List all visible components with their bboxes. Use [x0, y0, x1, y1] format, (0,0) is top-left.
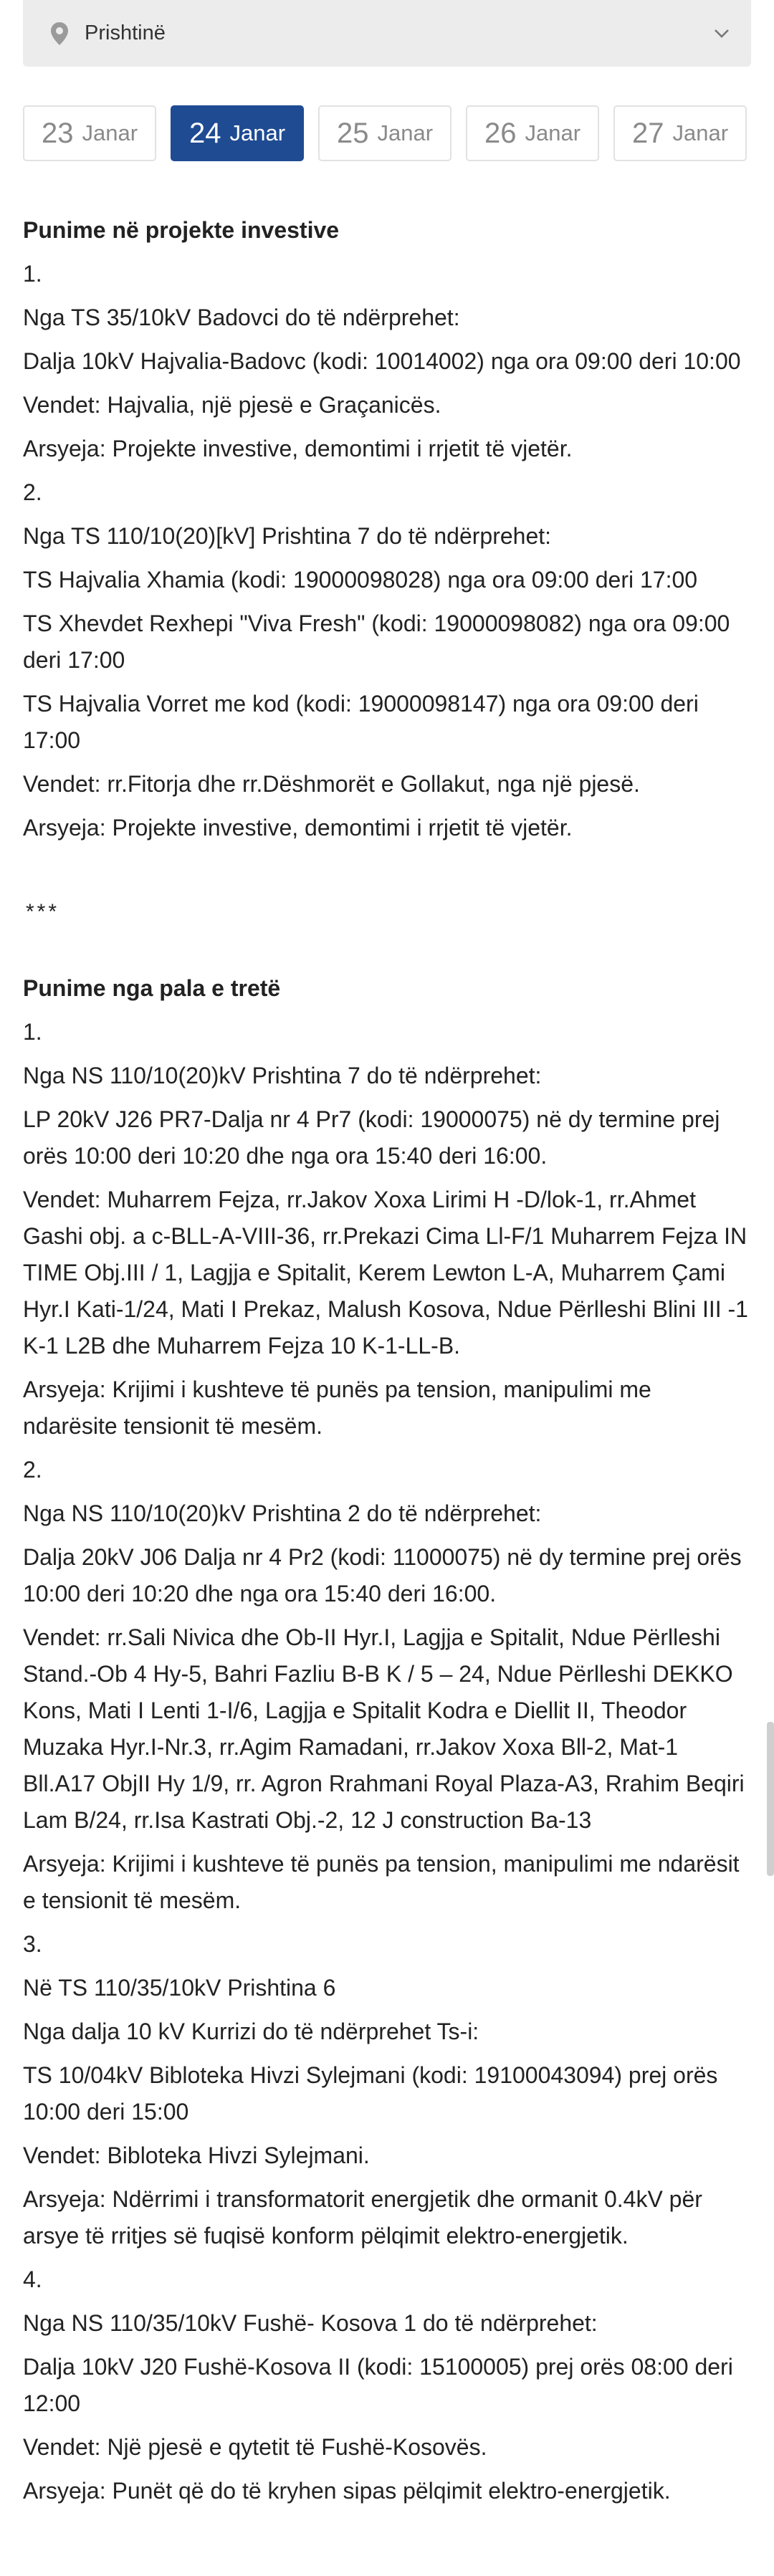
date-tab[interactable] — [171, 105, 304, 161]
item-line: Dalja 10kV Hajvalia-Badovc (kodi: 10014002) nga ora 09:00 deri 10:00 — [23, 348, 741, 374]
date-tab[interactable] — [318, 105, 452, 161]
item-line: Nga NS 110/10(20)kV Prishtina 2 do të ndërprehet: — [23, 1500, 542, 1526]
item-line: Arsyeja: Ndërrimi i transformatorit energjetik dhe ormanit 0.4kV për arsye të rritjes së fuqisë konform pëlqimit elektro-energjetik. — [23, 2186, 702, 2249]
item-line: TS Hajvalia Xhamia (kodi: 19000098028) nga ora 09:00 deri 17:00 — [23, 567, 698, 593]
item-line: Arsyeja: Krijimi i kushteve të punës pa tension, manipulimi me ndarësit e tensionit të mesëm. — [23, 1851, 740, 1913]
item-number: 2. — [23, 479, 42, 505]
item-line: Arsyeja: Projekte investive, demontimi i rrjetit të vjetër. — [23, 436, 573, 461]
date-tab-month: Janar — [377, 120, 434, 145]
date-tab-day: 27 — [631, 117, 664, 149]
item-line: Vendet: rr.Fitorja dhe rr.Dëshmorët e Gollakut, nga një pjesë. — [23, 771, 640, 797]
date-tab[interactable] — [23, 105, 156, 161]
item-line: LP 20kV J26 PR7-Dalja nr 4 Pr7 (kodi: 19000075) në dy termine prej orës 10:00 deri 10:20 dhe nga ora 15:40 deri 16:00. — [23, 1106, 720, 1169]
spacer — [23, 930, 751, 970]
item-line: Arsyeja: Projekte investive, demontimi i rrjetit të vjetër. — [23, 815, 573, 841]
date-tab-month: Janar — [525, 120, 581, 145]
item-line: Vendet: Bibloteka Hivzi Sylejmani. — [23, 2142, 370, 2168]
item-number: 1. — [23, 261, 42, 287]
item-line: Vendet: rr.Sali Nivica dhe Ob-II Hyr.I, Lagjja e Spitalit, Ndue Përlleshi Stand.-Ob 4 Hy-5, Bahri Fazliu B-B K / 5 – 24, Ndue Përlleshi DEKKO Kons, Mati I Lenti 1-I/6, Lagjja e Spitalit Kodra e Diellit II, Theodor Muzaka Hyr.I-Nr.3, rr.Agim Ramadani, rr.Jakov Xoxa Bll-2, Mat-1 Bll.A17 ObjII Hy 1/9, rr. Agron Rrahmani Royal Plaza-A3, Rrahim Beqiri Lam B/24, rr.Isa Kastrati Obj.-2, 12 J construction Ba-13 — [23, 1624, 745, 1833]
item-number: 2. — [23, 1457, 42, 1483]
date-tab-month: Janar — [82, 120, 138, 145]
item-line: Arsyeja: Krijimi i kushteve të punës pa tension, manipulimi me ndarësite tensionit të mesëm. — [23, 1376, 651, 1439]
date-tab-day: 23 — [41, 117, 74, 149]
date-tab-day: 25 — [336, 117, 369, 149]
outage-content — [23, 212, 751, 2517]
item-line: Nga TS 110/10(20)[kV] Prishtina 7 do të ndërprehet: — [23, 523, 552, 549]
date-tabs — [23, 105, 747, 161]
date-tab-day: 24 — [188, 117, 221, 149]
section-separator: *** — [26, 900, 60, 924]
item-line: Dalja 10kV J20 Fushë-Kosova II (kodi: 15100005) prej orës 08:00 deri 12:00 — [23, 2354, 733, 2416]
item-line: Në TS 110/35/10kV Prishtina 6 — [23, 1975, 336, 2001]
date-tab-day: 26 — [484, 117, 517, 149]
date-tab[interactable] — [466, 105, 599, 161]
section-heading: Punime nga pala e tretë — [23, 975, 281, 1001]
date-tab-month: Janar — [672, 120, 729, 145]
item-line: TS Hajvalia Vorret me kod (kodi: 19000098147) nga ora 09:00 deri 17:00 — [23, 691, 699, 753]
item-line: Dalja 20kV J06 Dalja nr 4 Pr2 (kodi: 11000075) në dy termine prej orës 10:00 deri 10:20 dhe nga ora 15:40 deri 16:00. — [23, 1544, 742, 1607]
item-line: Nga dalja 10 kV Kurrizi do të ndërprehet Ts-i: — [23, 2019, 479, 2044]
chevron-down-icon — [711, 23, 732, 44]
item-line: Nga NS 110/35/10kV Fushë- Kosova 1 do të ndërprehet: — [23, 2310, 598, 2336]
location-pin-icon — [50, 21, 69, 46]
scrollbar[interactable] — [767, 1722, 774, 1876]
item-line: TS 10/04kV Bibloteka Hivzi Sylejmani (kodi: 19100043094) prej orës 10:00 deri 15:00 — [23, 2062, 718, 2125]
item-line: Vendet: Hajvalia, një pjesë e Graçanicës. — [23, 392, 441, 418]
item-number: 1. — [23, 1019, 42, 1045]
location-label: Prishtinë — [85, 21, 166, 44]
date-tab-month: Janar — [229, 120, 286, 145]
spacer — [23, 853, 751, 894]
section-heading: Punime në projekte investive — [23, 217, 340, 243]
item-line: Arsyeja: Punët që do të kryhen sipas pëlqimit elektro-energjetik. — [23, 2478, 671, 2504]
item-line: Nga NS 110/10(20)kV Prishtina 7 do të ndërprehet: — [23, 1063, 542, 1088]
item-line: Nga TS 35/10kV Badovci do të ndërprehet: — [23, 305, 460, 330]
date-tab[interactable] — [613, 105, 747, 161]
location-select[interactable] — [23, 0, 751, 67]
item-number: 3. — [23, 1931, 42, 1957]
item-number: 4. — [23, 2266, 42, 2292]
item-line: TS Xhevdet Rexhepi "Viva Fresh" (kodi: 19000098082) nga ora 09:00 deri 17:00 — [23, 611, 730, 673]
item-line: Vendet: Një pjesë e qytetit të Fushë-Kosovës. — [23, 2434, 487, 2460]
item-line: Vendet: Muharrem Fejza, rr.Jakov Xoxa Lirimi H -D/lok-1, rr.Ahmet Gashi obj. a c-BLL-A-VIII-36, rr.Prekazi Cima Ll-F/1 Muharrem Fejza IN TIME Obj.III / 1, Lagjja e Spitalit, Kerem Lewton L-A, Muharrem Çami Hyr.I Kati-1/24, Mati I Prekaz, Malush Kosova, Ndue Përlleshi Blini III -1 K-1 L2B dhe Muharrem Fejza 10 K-1-LL-B. — [23, 1187, 748, 1359]
